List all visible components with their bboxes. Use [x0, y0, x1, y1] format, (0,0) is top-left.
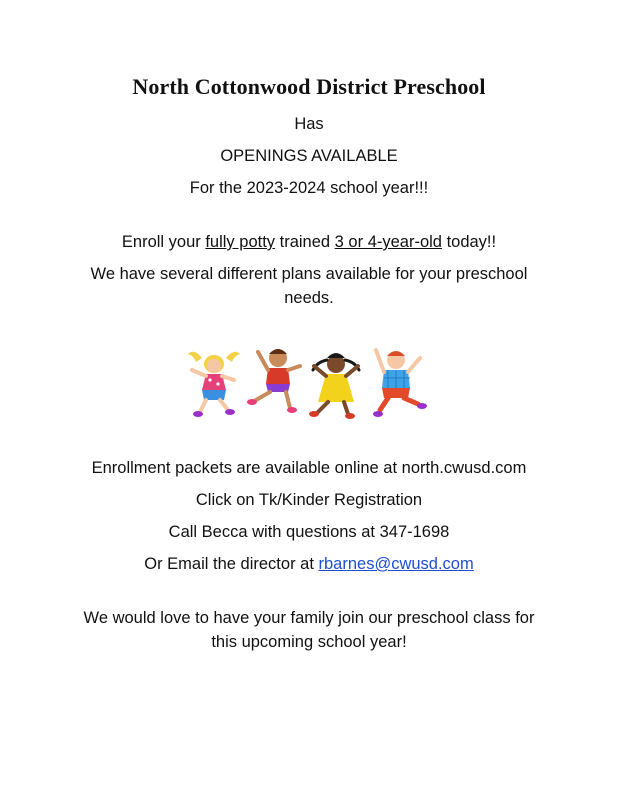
flyer-title: North Cottonwood District Preschool	[132, 74, 486, 99]
child-1-figure	[188, 352, 240, 417]
has-text: Has	[294, 115, 324, 133]
closing-text-line1: We would love to have your family join our preschool class for	[83, 609, 535, 627]
email-text	[0, 554, 618, 574]
child-3-figure	[309, 353, 359, 419]
enroll-prefix: Enroll your	[121, 233, 206, 251]
dancing-children-clipart-icon	[182, 336, 436, 422]
enroll-underline-age: 3 or 4-year-old	[334, 233, 442, 251]
closing-text-line2: this upcoming school year!	[211, 633, 407, 651]
enroll-middle: trained	[275, 233, 335, 251]
plans-text-line1: We have several different plans available for your preschool	[90, 265, 528, 283]
enroll-underline-potty: fully potty	[205, 233, 276, 251]
email-link[interactable]: rbarnes@cwusd.com	[318, 555, 474, 573]
call-text: Call Becca with questions at 347-1698	[168, 523, 450, 541]
child-4-figure	[373, 350, 427, 417]
enroll-text	[0, 232, 618, 252]
click-on-text: Click on Tk/Kinder Registration	[195, 491, 423, 509]
email-prefix: Or Email the director at	[144, 555, 319, 573]
school-year-text: For the 2023-2024 school year!!!	[189, 179, 429, 197]
child-2-figure	[247, 349, 300, 413]
enroll-suffix: today!!	[441, 233, 497, 251]
enrollment-packets-text: Enrollment packets are available online at north.cwusd.com	[91, 459, 527, 477]
openings-text: OPENINGS AVAILABLE	[220, 147, 398, 165]
plans-text-line2: needs.	[284, 289, 334, 307]
